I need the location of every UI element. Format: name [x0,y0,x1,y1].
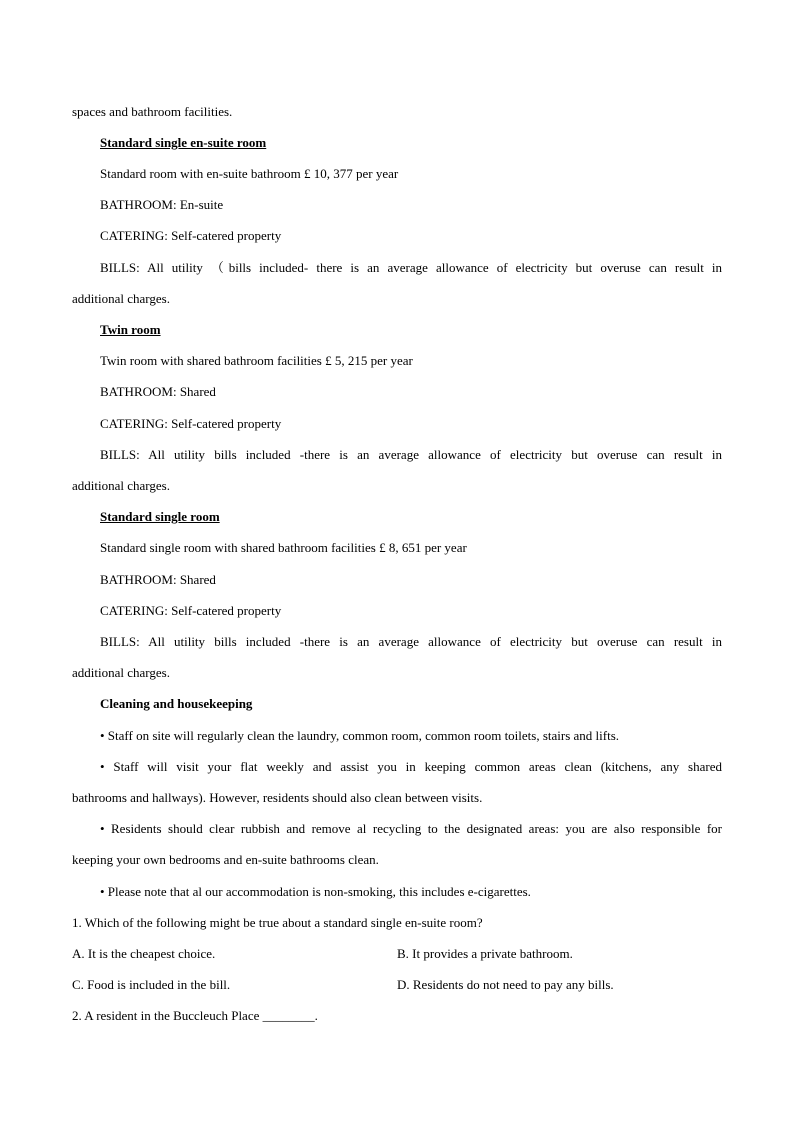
room-description: Standard single room with shared bathroom facilities £ 8, 651 per year [100,540,467,555]
question-stem: 2. A resident in the Buccleuch Place ________. [72,1008,318,1023]
room-heading-twin: Twin room [100,322,161,337]
room-heading-en-suite: Standard single en-suite room [100,135,267,150]
room-heading-standard-single: Standard single room [100,509,220,524]
room-catering: CATERING: Self-catered property [100,228,282,243]
room-catering: CATERING: Self-catered property [100,603,282,618]
room-bills: BILLS: All utility （bills included- there is an average allowance of electricity but overuse can result in [100,260,722,275]
answer-option-a: A. It is the cheapest choice. [72,946,216,961]
cleaning-heading: Cleaning and housekeeping [100,696,253,711]
room-bathroom: BATHROOM: Shared [100,572,216,587]
cleaning-bullet: • Staff will visit your flat weekly and assist you in keeping common areas clean (kitchens, any shared [100,759,722,774]
room-bathroom: BATHROOM: En-suite [100,197,224,212]
cleaning-bullet: • Residents should clear rubbish and remove al recycling to the designated areas: you are also responsible for [100,821,722,836]
room-bills-continued: additional charges. [72,291,170,306]
room-description: Standard room with en-suite bathroom £ 10, 377 per year [100,166,399,181]
cleaning-bullet: • Staff on site will regularly clean the laundry, common room, common room toilets, stairs and lifts. [100,728,620,743]
cleaning-bullet-continued: bathrooms and hallways). However, residents should also clean between visits. [72,790,483,805]
room-bills-continued: additional charges. [72,478,170,493]
room-bills: BILLS: All utility bills included -there is an average allowance of electricity but overuse can result in [100,634,722,649]
room-bathroom: BATHROOM: Shared [100,384,216,399]
room-description: Twin room with shared bathroom facilities £ 5, 215 per year [100,353,413,368]
cleaning-bullet: • Please note that al our accommodation is non-smoking, this includes e-cigarettes. [100,884,531,899]
answer-option-b: B. It provides a private bathroom. [397,946,573,961]
intro-continuation: spaces and bathroom facilities. [72,104,233,119]
room-bills-continued: additional charges. [72,665,170,680]
room-bills: BILLS: All utility bills included -there is an average allowance of electricity but overuse can result in [100,447,722,462]
answer-option-c: C. Food is included in the bill. [72,977,231,992]
room-catering: CATERING: Self-catered property [100,416,282,431]
question-stem: 1. Which of the following might be true about a standard single en-suite room? [72,915,483,930]
cleaning-bullet-continued: keeping your own bedrooms and en-suite bathrooms clean. [72,852,379,867]
answer-option-d: D. Residents do not need to pay any bills. [397,977,614,992]
